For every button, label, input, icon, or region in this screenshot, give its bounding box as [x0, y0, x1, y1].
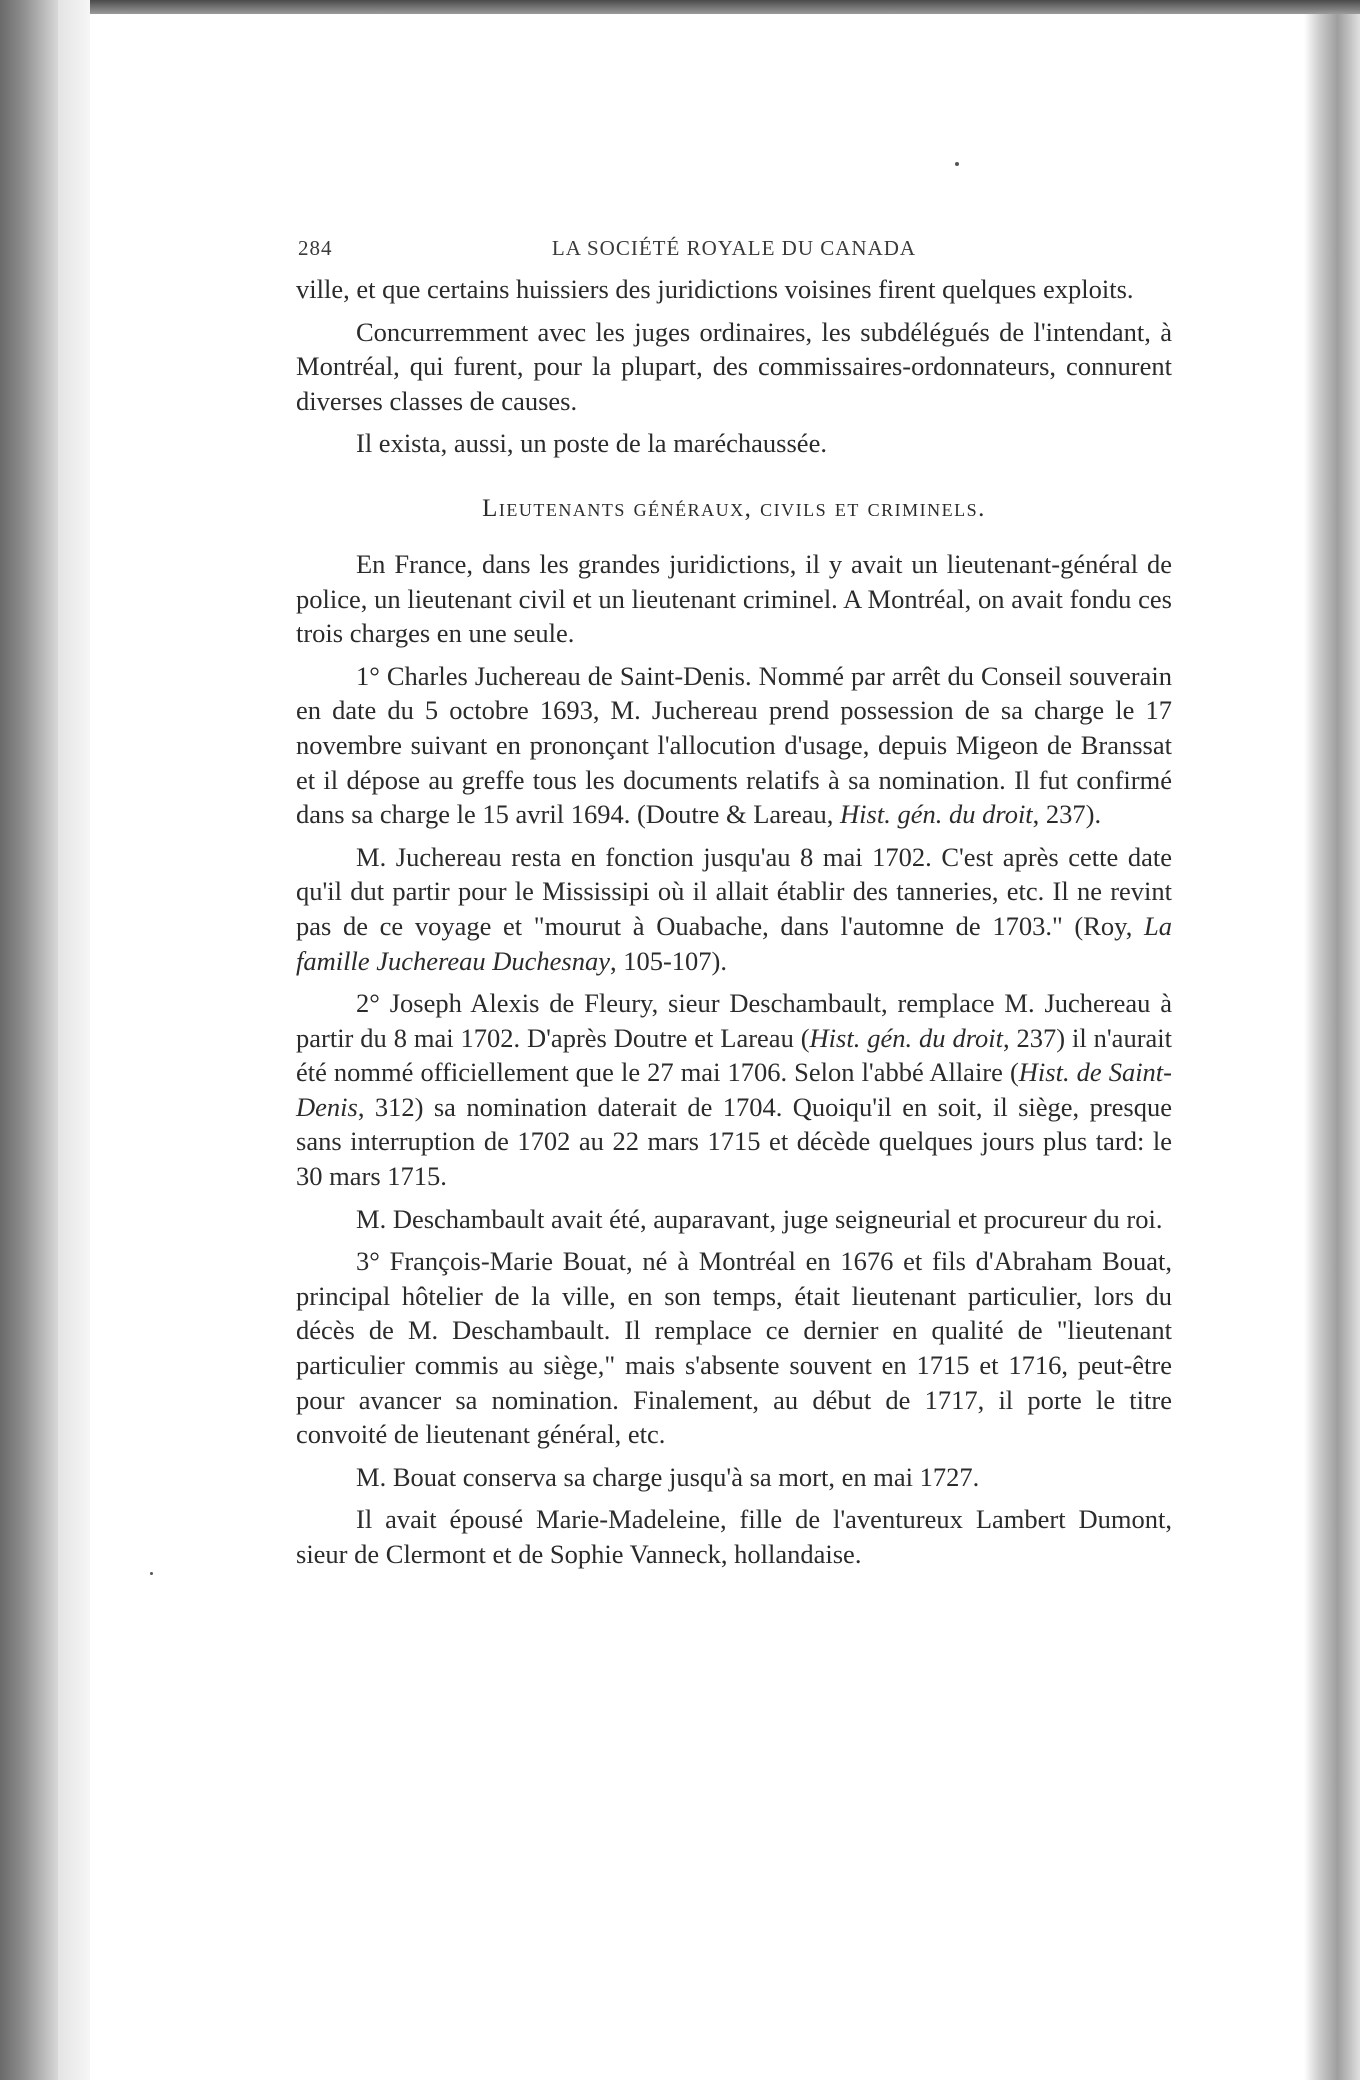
- paragraph-3: Il exista, aussi, un poste de la maréchaussée.: [356, 428, 827, 459]
- paragraph-7-b: , 237) il n'aurait été nommé officiellement que le 27 mai 1706. Selon l'abbé Allaire (: [296, 1022, 1173, 1088]
- paragraph-9: 3° François-Marie Bouat, né à Montréal en 1676 et fils d'Abraham Bouat, principal hôtelier de la ville, en son temps, était lieutenant particulier, lors du décès de M. Deschambault. Il remplace ce dernier en qualité de "lieutenant particulier commis au siège," mais s'absente souvent en 1715 et 1716, peut-être pour avancer sa nomination. Finalement, au début de 1717, il porte le titre convoité de lieutenant général, etc.: [296, 1246, 1172, 1450]
- paragraph-6: [296, 840, 1172, 978]
- scan-edge-left: [0, 0, 58, 2080]
- paragraph-10: M. Bouat conserva sa charge jusqu'à sa mort, en mai 1727.: [356, 1461, 980, 1492]
- paragraph-5: [296, 659, 1172, 832]
- running-title: LA SOCIÉTÉ ROYALE DU CANADA: [551, 236, 917, 260]
- paragraph-2: Concurremment avec les juges ordinaires, les subdélégués de l'intendant, à Montréal, qui furent, pour la plupart, des commissaires-ordonnateurs, connurent diverses classes de causes.: [296, 316, 1172, 416]
- paragraph-5-citation: Hist. gén. du droit: [840, 799, 1033, 830]
- paragraph-6-end: , 105-107).: [609, 945, 727, 976]
- scan-speck: [955, 162, 959, 166]
- paragraph-7-citation-1: Hist. gén. du droit: [809, 1022, 1004, 1053]
- paragraph-7: [296, 986, 1172, 1194]
- paragraph-5-text: 1° Charles Juchereau de Saint-Denis. Nommé par arrêt du Conseil souverain en date du 5 octobre 1693, M. Juchereau prend possession de sa charge le 17 novembre suivant en prononçant l'allocution d'usage, depuis Migeon de Branssat et il dépose au greffe tous les documents relatifs à sa nomination. Il fut confirmé dans sa charge le 15 avril 1694. (Doutre & Lareau,: [296, 660, 1172, 830]
- running-head: [296, 232, 1172, 272]
- scan-edge-right: [1304, 14, 1360, 2080]
- scan-speck: [150, 1572, 153, 1575]
- paragraph-7-a: 2° Joseph Alexis de Fleury, sieur Deschambault, remplace M. Juchereau à partir du 8 mai 1702. D'après Doutre et Lareau (: [296, 988, 1172, 1053]
- paragraph-8: M. Deschambault avait été, auparavant, juge seigneurial et procureur du roi.: [356, 1203, 1163, 1234]
- paragraph-6-text: M. Juchereau resta en fonction jusqu'au 8 mai 1702. C'est après cette date qu'il dut partir pour le Mississipi où il allait établir des tanneries, etc. Il ne revint pas de ce voyage et "mourut à Ouabache, dans l'automne de 1703." (Roy,: [296, 841, 1172, 941]
- paragraph-7-citation-2: Hist. de Saint-Denis: [296, 1057, 1172, 1122]
- book-page: [296, 232, 1172, 1572]
- paragraph-4: En France, dans les grandes juridictions, il y avait un lieutenant-général de police, un lieutenant civil et un lieutenant criminel. A Montréal, on avait fondu ces trois charges en une seule.: [296, 548, 1172, 649]
- paragraph-7-c: , 312) sa nomination daterait de 1704. Quoiqu'il en soit, il siège, presque sans interruption de 1702 au 22 mars 1715 et décède quelques jours plus tard: le 30 mars 1715.: [296, 1091, 1172, 1192]
- section-title: Lieutenants généraux, civils et criminels.: [482, 494, 986, 522]
- page-number: 284: [298, 236, 333, 260]
- paragraph-1: ville, et que certains huissiers des juridictions voisines firent quelques exploits.: [296, 274, 1134, 304]
- paragraph-6-citation: La famille Juchereau Duchesnay: [296, 910, 1172, 976]
- scan-edge-top: [0, 0, 1360, 14]
- paragraph-5-end: , 237).: [1032, 799, 1102, 830]
- scan-gutter-left: [58, 0, 90, 2080]
- paragraph-11: Il avait épousé Marie-Madeleine, fille de l'aventureux Lambert Dumont, sieur de Clermont et de Sophie Vanneck, hollandaise.: [296, 1504, 1172, 1569]
